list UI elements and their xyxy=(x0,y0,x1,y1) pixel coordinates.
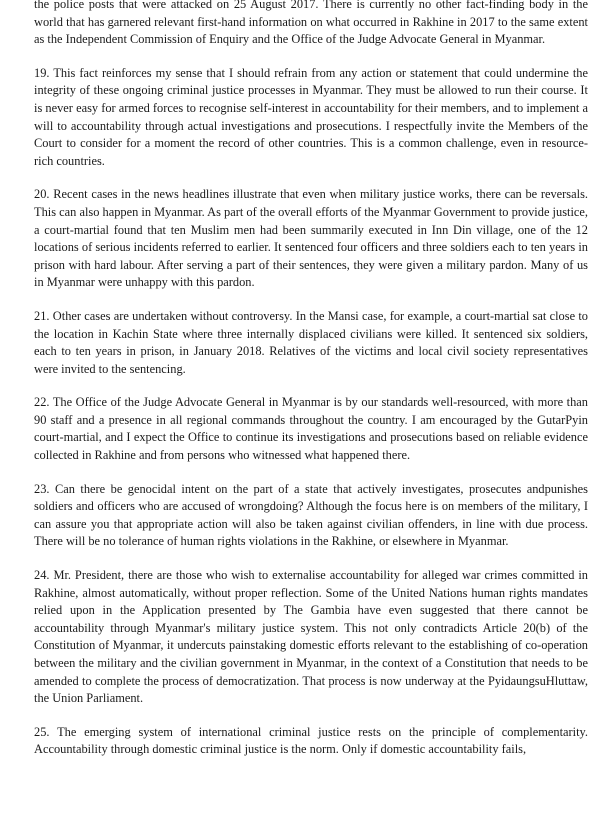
paragraph-text: Mr. President, there are those who wish to externalise accountability for alleged war crimes committed in Rakhine, almost automatically, without proper reflection. Some of the United Nations human rights mandates relied upon in the Application presented by The Gambia have even suggested that there cannot be accountability through Myanmar's military justice system. This not only contradicts Article 20(b) of the Constitution of Myanmar, it undercuts painstaking domestic efforts relevant to the establishing of co-operation between the military and the civilian government in Myanmar, in the context of a Constitution that needs to be amended to complete the process of democratization. That process is now underway at the PyidaungsuHluttaw, the Union Parliament. xyxy=(34,568,588,706)
paragraph-number: 21. xyxy=(34,308,50,323)
paragraph-number: 23. xyxy=(34,481,50,496)
paragraph-text: The Office of the Judge Advocate General in Myanmar is by our standards well-resourced, with more than 90 staff and a presence in all regional commands throughout the country. I am encouraged by the GutarPyin court-martial, and I expect the Office to continue its investigations and prosecutions based on reliable evidence collected in Rakhine and from persons who witnessed what happened there. xyxy=(34,395,588,463)
paragraph-22 xyxy=(34,394,588,464)
paragraph-23 xyxy=(34,481,588,551)
paragraph-text: Other cases are undertaken without controversy. In the Mansi case, for example, a court-martial sat close to the location in Kachin State where three internally displaced civilians were killed. It sentenced six soldiers, each to ten years in prison, in January 2018. Relatives of the victims and local civil society representatives were invited to the sentencing. xyxy=(34,308,588,376)
paragraph-number: 19. xyxy=(34,65,50,80)
paragraph-21 xyxy=(34,308,588,378)
paragraph-number: 24. xyxy=(34,568,50,583)
paragraph-text: This fact reinforces my sense that I should refrain from any action or statement that could undermine the integrity of these ongoing criminal justice processes in Myanmar. They must be allowed to run their course. It is never easy for armed forces to recognise self-interest in accountability for their members, and to implement a will to accountability through actual investigations and prosecutions. I respectfully invite the Members of the Court to consider for a moment the record of other countries. This is a common challenge, even in resource-rich countries. xyxy=(34,65,588,168)
paragraph-25 xyxy=(34,724,588,759)
paragraph-20 xyxy=(34,186,588,292)
paragraph-text: Recent cases in the news headlines illustrate that even when military justice works, there can be reversals. This can also happen in Myanmar. As part of the overall efforts of the Myanmar Government to provide justice, a court-martial found that ten Muslim men had been summarily executed in Inn Din village, one of the 12 locations of serious incidents referred to earlier. It sentenced four officers and three soldiers each to ten years in prison with hard labour. After serving a part of their sentences, they were given a military pardon. Many of us in Myanmar were unhappy with this pardon. xyxy=(34,187,588,290)
paragraph-24 xyxy=(34,567,588,708)
paragraph-text: Can there be genocidal intent on the part of a state that actively investigates, prosecutes andpunishes soldiers and officers who are accused of wrongdoing? Although the focus here is on members of the military, I can assure you that appropriate action will also be taken against civilian offenders, in line with due process. There will be no tolerance of human rights violations in the Rakhine, or elsewhere in Myanmar. xyxy=(34,481,588,549)
paragraph-continuation xyxy=(34,0,588,49)
paragraph-text: The emerging system of international criminal justice rests on the principle of complementarity. Accountability through domestic criminal justice is the norm. Only if domestic accountability fails, xyxy=(34,724,589,757)
paragraph-number: 22. xyxy=(34,395,50,410)
paragraph-text: the police posts that were attacked on 25 August 2017. There is currently no other fact-finding body in the world that has garnered relevant first-hand information on what occurred in Rakhine in 2017 to the same extent as the Independent Commission of Enquiry and the Office of the Judge Advocate General in Myanmar. xyxy=(34,0,588,47)
paragraph-number: 25. xyxy=(34,724,50,739)
paragraph-19 xyxy=(34,65,588,171)
paragraph-number: 20. xyxy=(34,187,50,202)
